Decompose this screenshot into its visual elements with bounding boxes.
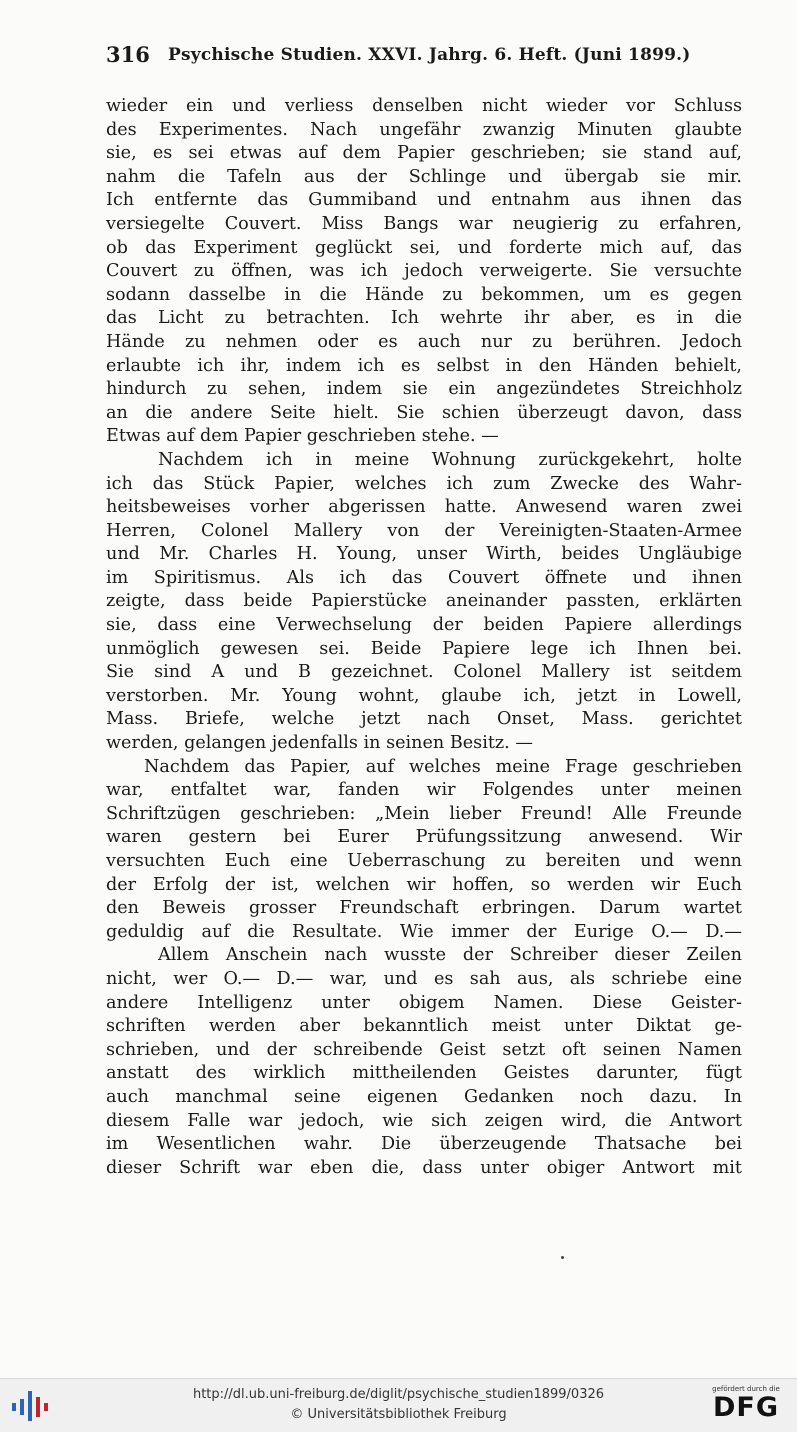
text-line: wieder ein und verliess denselben nicht wieder vor Schluss [106,96,742,116]
text-line: diesem Falle war jedoch, wie sich zeigen wird, die Antwort [106,1110,742,1131]
text-line: versiegelte Couvert. Miss Bangs war neugierig zu erfahren, [106,213,742,234]
text-line: zeigte, dass beide Papierstücke aneinander passten, erklärten [106,591,742,612]
text-line: erlaubte ich ihr, indem ich es selbst in den Händen behielt, [106,355,742,376]
text-line: schrieben, und der schreibende Geist setzt oft seinen Namen [106,1039,742,1060]
dfg-caption: gefördert durch die [712,1385,780,1393]
text-line: Couvert zu öffnen, was ich jedoch verweigerte. Sie versuchte [106,261,742,282]
text-line: der Erfolg der ist, welchen wir hoffen, so werden wir Euch [106,874,742,895]
text-line: Ich entfernte das Gummiband und entnahm aus ihnen das [106,190,742,211]
text-line: heitsbeweises vorher abgerissen hatte. Anwesend waren zwei [106,497,742,518]
text-line: schriften werden aber bekanntlich meist unter Diktat ge- [106,1016,742,1037]
text-line: werden, gelangen jedenfalls in seinen Besitz. — [106,733,533,754]
text-line: im Spiritismus. Als ich das Couvert öffnete und ihnen [106,567,742,588]
text-line: andere Intelligenz unter obigem Namen. Diese Geister- [106,992,742,1013]
text-line: hindurch zu sehen, indem sie ein angezündetes Streichholz [106,379,742,400]
paragraph-start-line: Nachdem ich in meine Wohnung zurückgekehrt, holte [158,449,742,470]
text-line: nicht, wer O.— D.— war, und es sah aus, als schriebe eine [106,968,742,989]
text-line: ob das Experiment geglückt sei, und forderte mich auf, das [106,237,742,258]
source-url-link[interactable]: http://dl.ub.uni-freiburg.de/diglit/psychische_studien1899/0326 [192,1387,605,1402]
text-line: geduldig auf die Resultate. Wie immer der Eurige O.— D.— [106,921,742,942]
text-line: auch manchmal seine eigenen Gedanken noch dazu. In [106,1086,742,1107]
text-line: waren gestern bei Eurer Prüfungssitzung anwesend. Wir [106,827,742,848]
running-title: Psychische Studien. XXVI. Jahrg. 6. Heft. (Juni 1899.) [168,45,691,65]
text-line: nahm die Tafeln aus der Schlinge und übergab sie mir. [106,166,742,187]
copyright-notice: © Universitätsbibliothek Freiburg [290,1407,507,1422]
text-line: und Mr. Charles H. Young, unser Wirth, beides Ungläubige [106,544,742,565]
text-line: anstatt des wirklich mittheilenden Geistes darunter, fügt [106,1063,742,1084]
text-line: versuchten Euch eine Ueberraschung zu bereiten und wenn [106,851,742,871]
body-text [106,95,742,1180]
text-line: das Licht zu betrachten. Ich wehrte ihr aber, es in die [106,308,742,329]
text-line: Schriftzügen geschrieben: „Mein lieber Freund! Alle Freunde [106,803,742,824]
dfg-logo-text: DFG [712,1392,780,1423]
text-line: ich das Stück Papier, welches ich zum Zwecke des Wahr- [106,473,742,494]
text-line: Hände zu nehmen oder es auch nur zu berühren. Jedoch [106,331,742,352]
paragraph-start-line: Allem Anschein nach wusste der Schreiber dieser Zeilen [158,945,742,966]
page-number: 316 [106,42,150,67]
scan-speck [561,1256,564,1259]
running-header [106,42,746,70]
text-line: an die andere Seite hielt. Sie schien überzeugt davon, dass [106,402,742,423]
text-line: Herren, Colonel Mallery von der Vereinigten-Staaten-Armee [106,520,742,541]
text-line: unmöglich gewesen sei. Beide Papiere lege ich Ihnen bei. [106,638,742,659]
text-line: dieser Schrift war eben die, dass unter obiger Antwort mit [106,1157,742,1178]
text-line: den Beweis grosser Freundschaft erbringen. Darum wartet [106,898,742,919]
text-line: sie, dass eine Verwechselung der beiden Papiere allerdings [106,615,742,636]
text-line: Sie sind A und B gezeichnet. Colonel Mallery ist seitdem [106,662,742,683]
viewer-footer [0,1378,797,1432]
text-line: des Experimentes. Nach ungefähr zwanzig Minuten glaubte [106,119,742,140]
text-line: Etwas auf dem Papier geschrieben stehe. — [106,426,499,447]
text-line: im Wesentlichen wahr. Die überzeugende Thatsache bei [106,1134,742,1155]
dfg-logo [702,1385,790,1427]
text-line: sie, es sei etwas auf dem Papier geschrieben; sie stand auf, [106,143,742,164]
text-line: verstorben. Mr. Young wohnt, glaube ich, jetzt in Lowell, [106,685,742,706]
paragraph-start-line: Nachdem das Papier, auf welches meine Frage geschrieben [144,756,742,777]
text-line: war, entfaltet war, fanden wir Folgendes unter meinen [106,780,742,801]
text-line: sodann dasselbe in die Hände zu bekommen, um es gegen [106,284,742,305]
text-line: Mass. Briefe, welche jetzt nach Onset, Mass. gerichtet [106,709,742,730]
